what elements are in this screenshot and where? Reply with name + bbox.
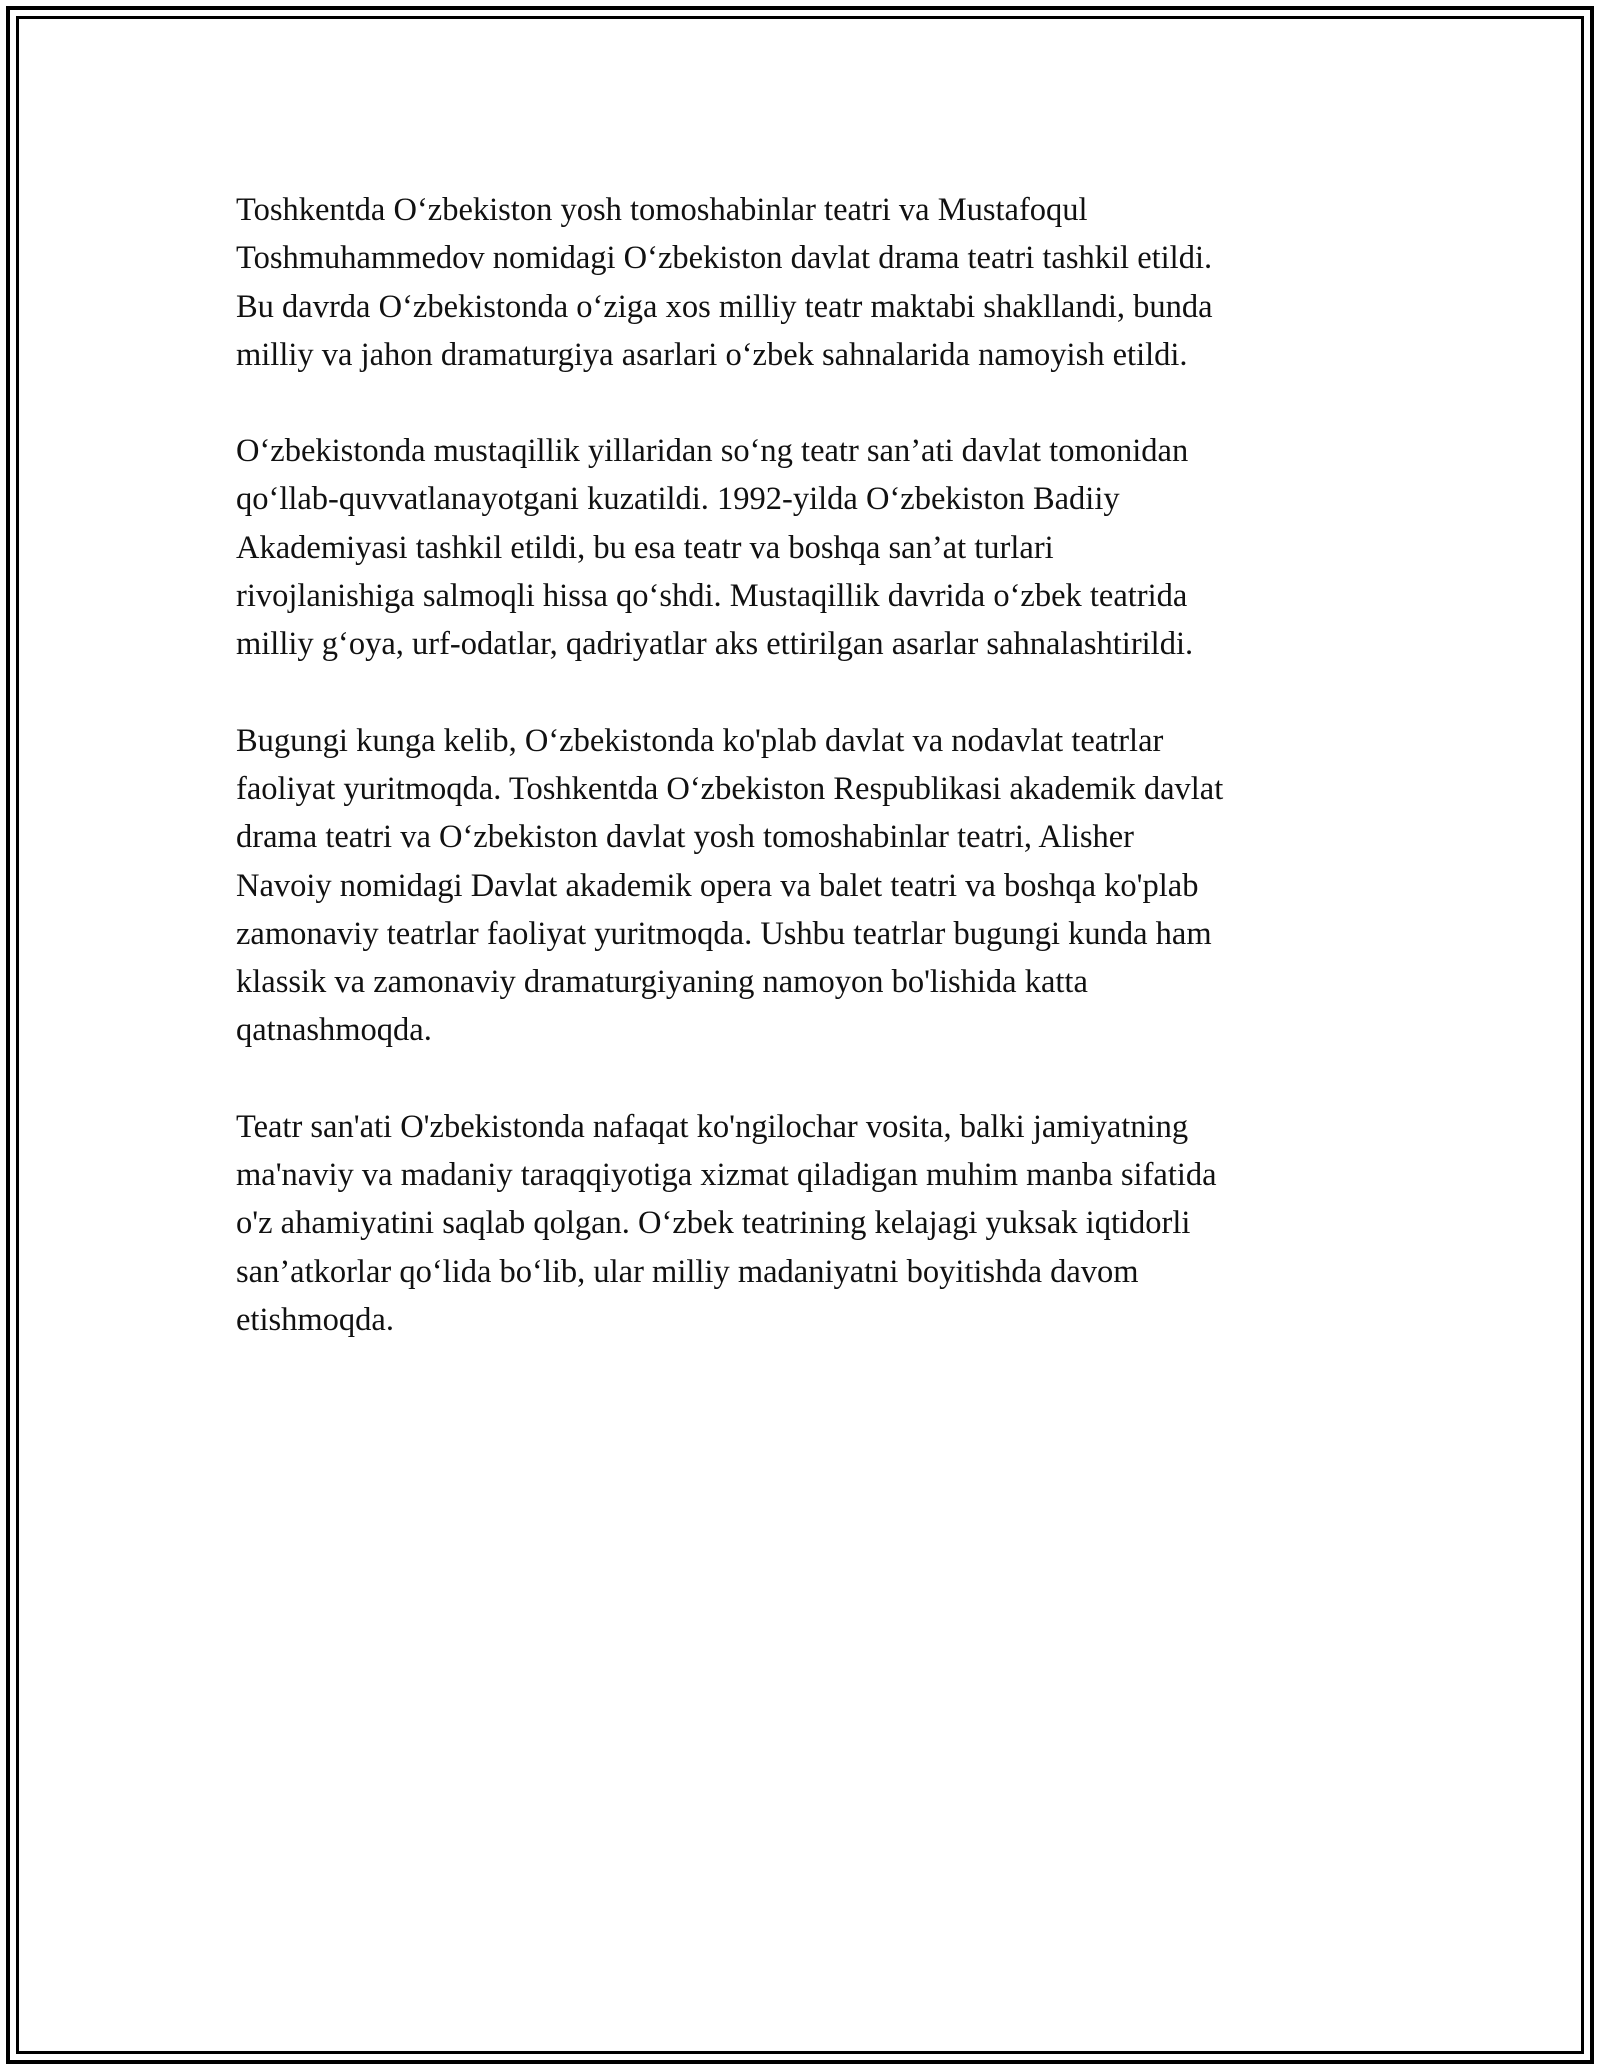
text-line: o'z ahamiyatini saqlab qolgan. O‘zbek teatrining kelajagi yuksak iqtidorli — [236, 1205, 1191, 1242]
text-line: Toshmuhammedov nomidagi O‘zbekiston davlat drama teatri tashkil etildi. — [236, 240, 1213, 277]
paragraph-1 — [236, 186, 1366, 379]
text-line: milliy va jahon dramaturgiya asarlari o‘zbek sahnalarida namoyish etildi. — [236, 336, 1188, 373]
text-line: Toshkentda O‘zbekiston yosh tomoshabinlar teatri va Mustafoqul — [236, 192, 1088, 228]
text-line: zamonaviy teatrlar faoliyat yuritmoqda. Ushbu teatrlar bugungi kunda ham — [236, 915, 1212, 952]
text-line: san’atkorlar qo‘lida bo‘lib, ular milliy madaniyatni boyitishda davom — [236, 1253, 1139, 1290]
text-line: Teatr san'ati O'zbekistonda nafaqat ko'ngilochar vosita, balki jamiyatning — [236, 1108, 1189, 1145]
paragraph-2 — [236, 427, 1366, 668]
text-line: ma'naviy va madaniy taraqqiyotiga xizmat qiladigan muhim manba sifatida — [236, 1157, 1217, 1194]
text-line: drama teatri va O‘zbekiston davlat yosh tomoshabinlar teatri, Alisher — [236, 819, 1135, 856]
text-line: qatnashmoqda. — [236, 1012, 432, 1049]
text-line: Akademiyasi tashkil etildi, bu esa teatr va boshqa san’at turlari — [236, 529, 1054, 566]
text-line: klassik va zamonaviy dramaturgiyaning namoyon bo'lishida katta — [236, 964, 1088, 1001]
text-line: Navoiy nomidagi Davlat akademik opera va balet teatri va boshqa ko'plab — [236, 867, 1199, 904]
text-line: qo‘llab-quvvatlanayotgani kuzatildi. 1992-yilda O‘zbekiston Badiiy — [236, 481, 1120, 518]
text-line: faoliyat yuritmoqda. Toshkentda O‘zbekiston Respublikasi akademik davlat — [236, 770, 1224, 807]
text-line: Bu davrda O‘zbekistonda o‘ziga xos milliy teatr maktabi shakllandi, bunda — [236, 288, 1213, 325]
document-body — [236, 186, 1366, 1392]
text-line: Bugungi kunga kelib, O‘zbekistonda ko'plab davlat va nodavlat teatrlar — [236, 722, 1164, 759]
text-line: rivojlanishiga salmoqli hissa qo‘shdi. Mustaqillik davrida o‘zbek teatrida — [236, 578, 1188, 615]
paragraph-3 — [236, 717, 1366, 1055]
text-line: etishmoqda. — [236, 1301, 394, 1338]
text-line: O‘zbekistonda mustaqillik yillaridan so‘ng teatr san’ati davlat tomonidan — [236, 433, 1189, 470]
text-line: milliy g‘oya, urf-odatlar, qadriyatlar aks ettirilgan asarlar sahnalashtirildi. — [236, 626, 1194, 663]
paragraph-4 — [236, 1103, 1366, 1344]
